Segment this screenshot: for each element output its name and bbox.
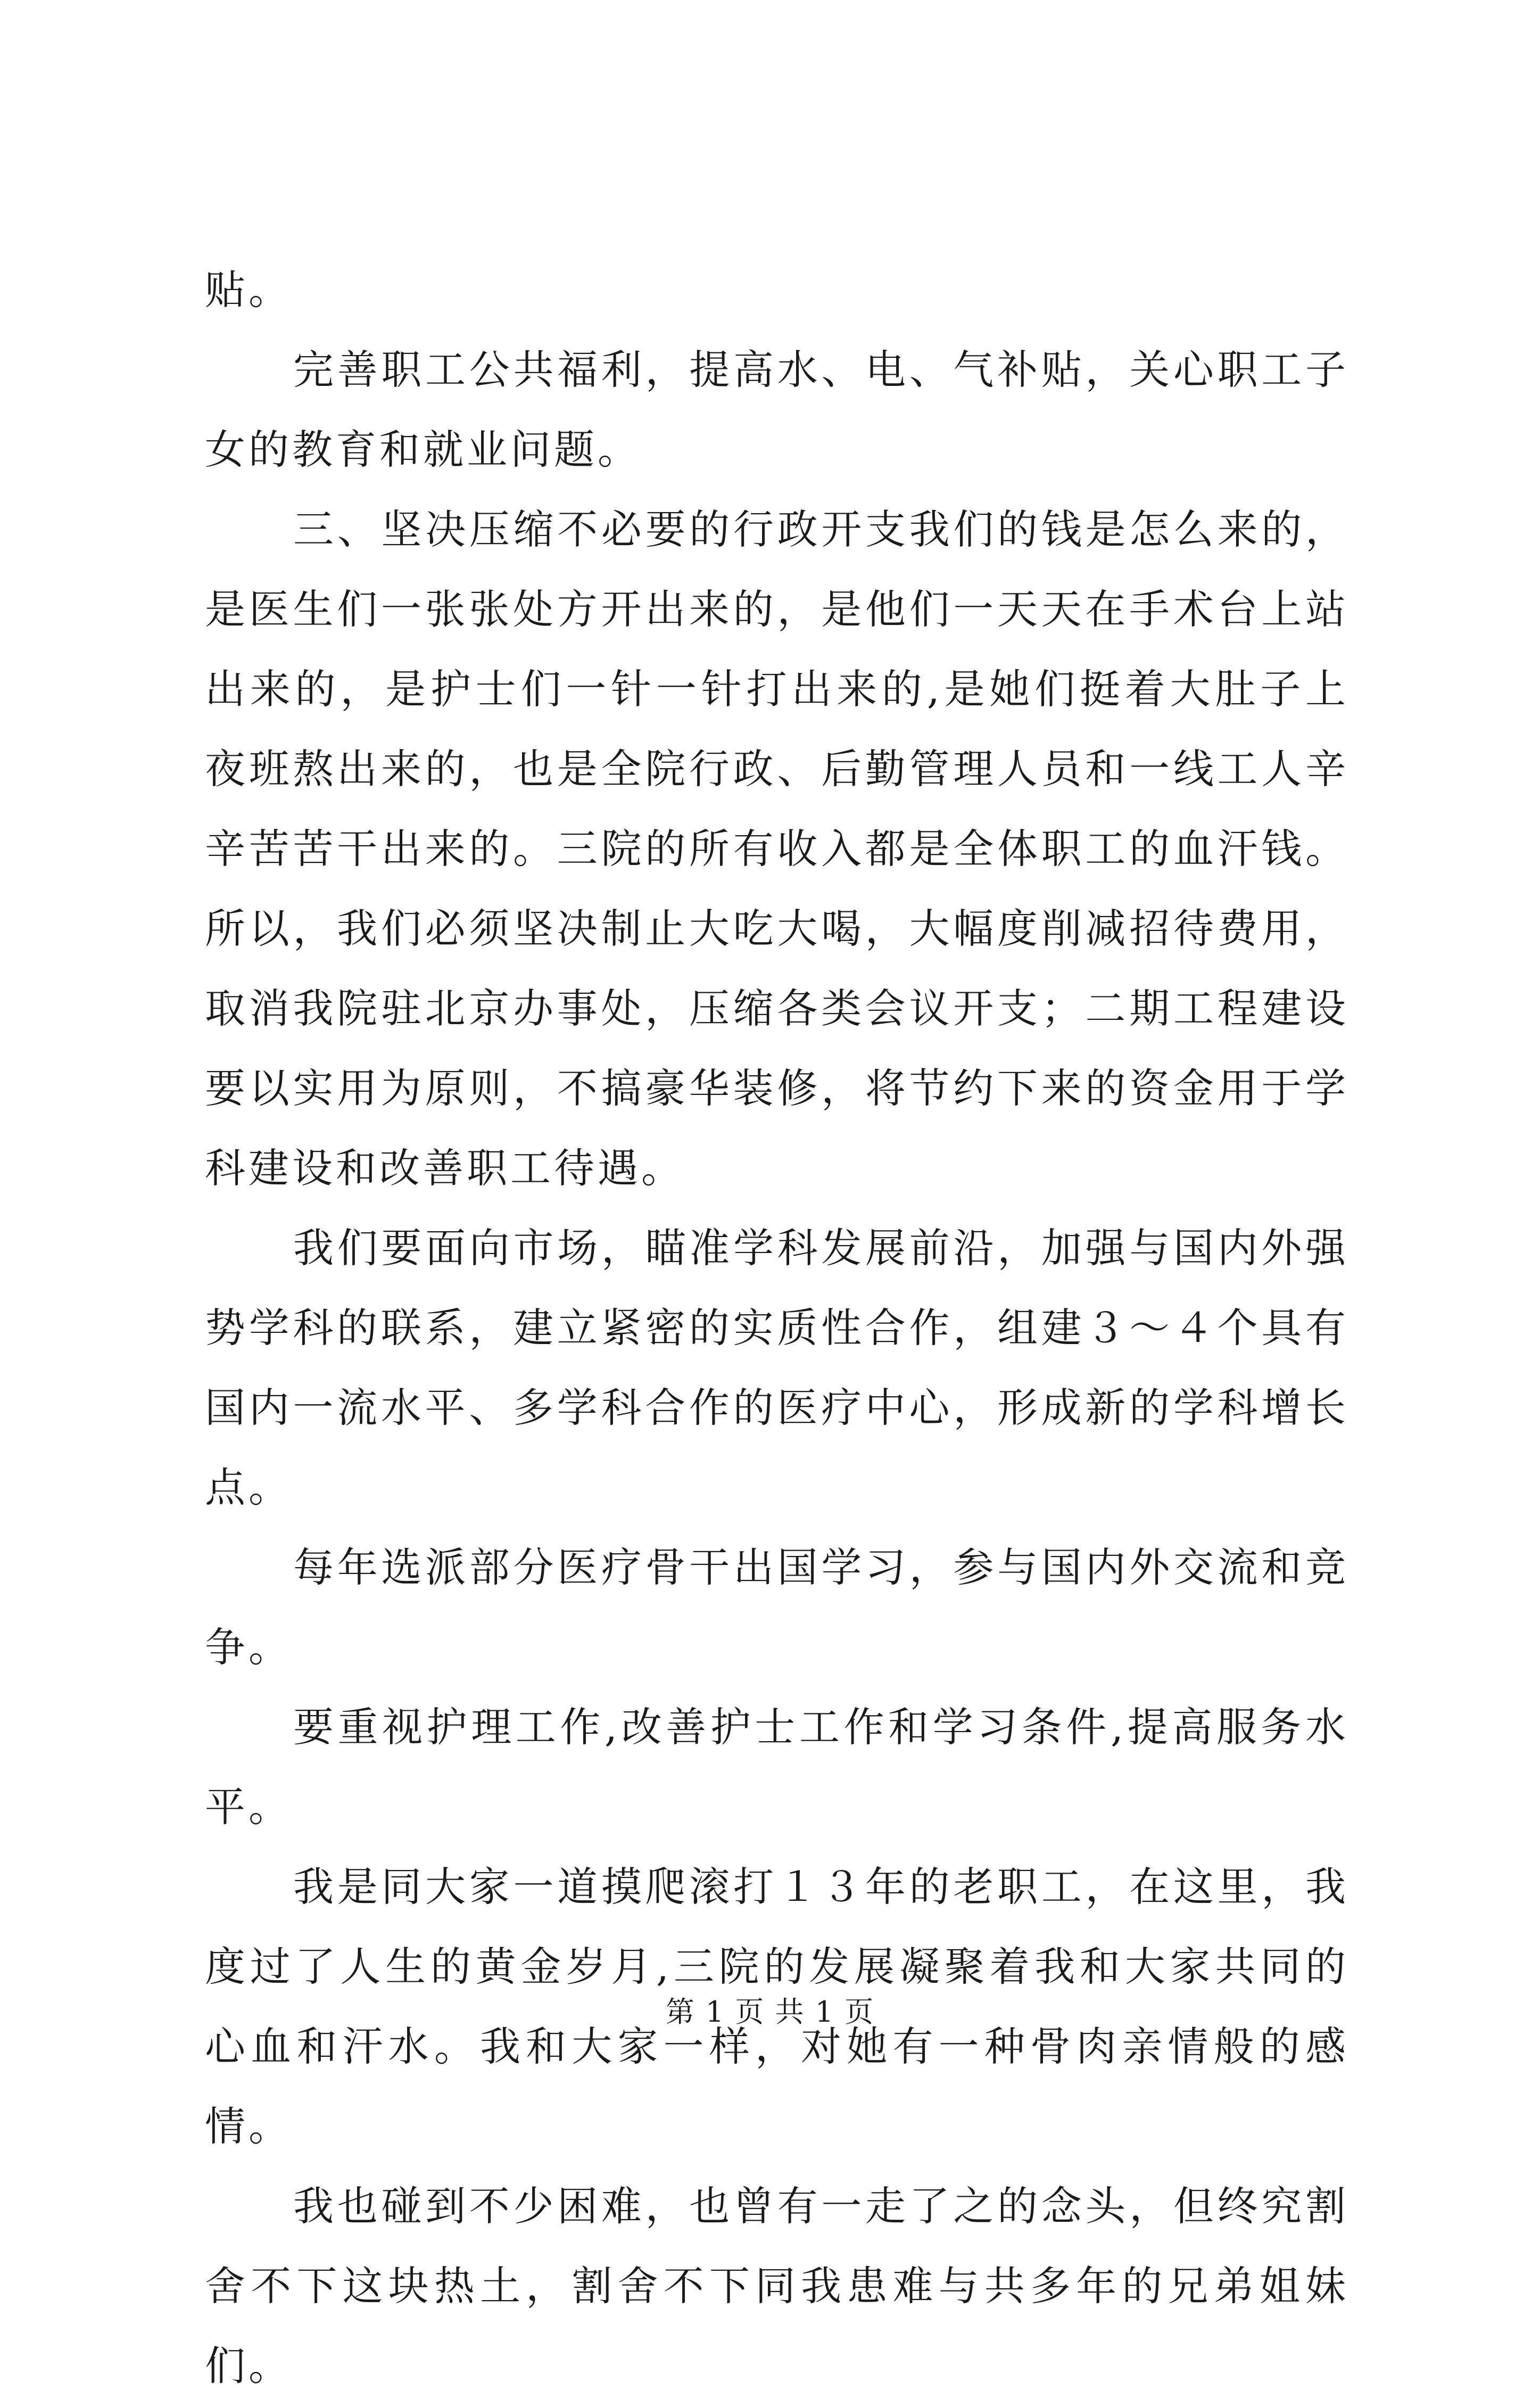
- paragraph-veteran-staff: 我是同大家一道摸爬滚打１３年的老职工，在这里，我度过了人生的黄金岁月,三院的发展凝聚着我和大家共同的心血和汗水。我和大家一样，对她有一种骨肉亲情般的感情。: [205, 1863, 1349, 2150]
- document-body: [205, 250, 1349, 2406]
- paragraph-difficulties: 我也碰到不少困难，也曾有一走了之的念头，但终究割舍不下这块热土，割舍不下同我患难与共多年的兄弟姐妹们。: [205, 2182, 1349, 2389]
- paragraph-cut-expenses: 三、坚决压缩不必要的行政开支我们的钱是怎么来的，是医生们一张张处方开出来的，是他们一天天在手术台上站出来的，是护士们一针一针打出来的,是她们挺着大肚子上夜班熬出来的，也是全院行政、后勤管理人员和一线工人辛辛苦苦干出来的。三院的所有收入都是全体职工的血汗钱。所以，我们必须坚决制止大吃大喝，大幅度削减招待费用，取消我院驻北京办事处，压缩各类会议开支；二期工程建设要以实用为原则，不搞豪华装修，将节约下来的资金用于学科建设和改善职工待遇。: [205, 506, 1349, 1192]
- paragraph-market-discipline: 我们要面向市场，瞄准学科发展前沿，加强与国内外强势学科的联系，建立紧密的实质性合作，组建３～４个具有国内一流水平、多学科合作的医疗中心，形成新的学科增长点。: [205, 1224, 1349, 1511]
- paragraph-study-abroad: 每年选派部分医疗骨干出国学习，参与国内外交流和竞争。: [205, 1544, 1349, 1671]
- paragraph-continuation: 贴。: [205, 266, 292, 314]
- page-footer: 第 1 页 共 1 页: [665, 1995, 875, 2029]
- paragraph-welfare: 完善职工公共福利，提高水、电、气补贴，关心职工子女的教育和就业问题。: [205, 346, 1349, 473]
- paragraph-nursing: 要重视护理工作,改善护士工作和学习条件,提高服务水平。: [205, 1703, 1349, 1831]
